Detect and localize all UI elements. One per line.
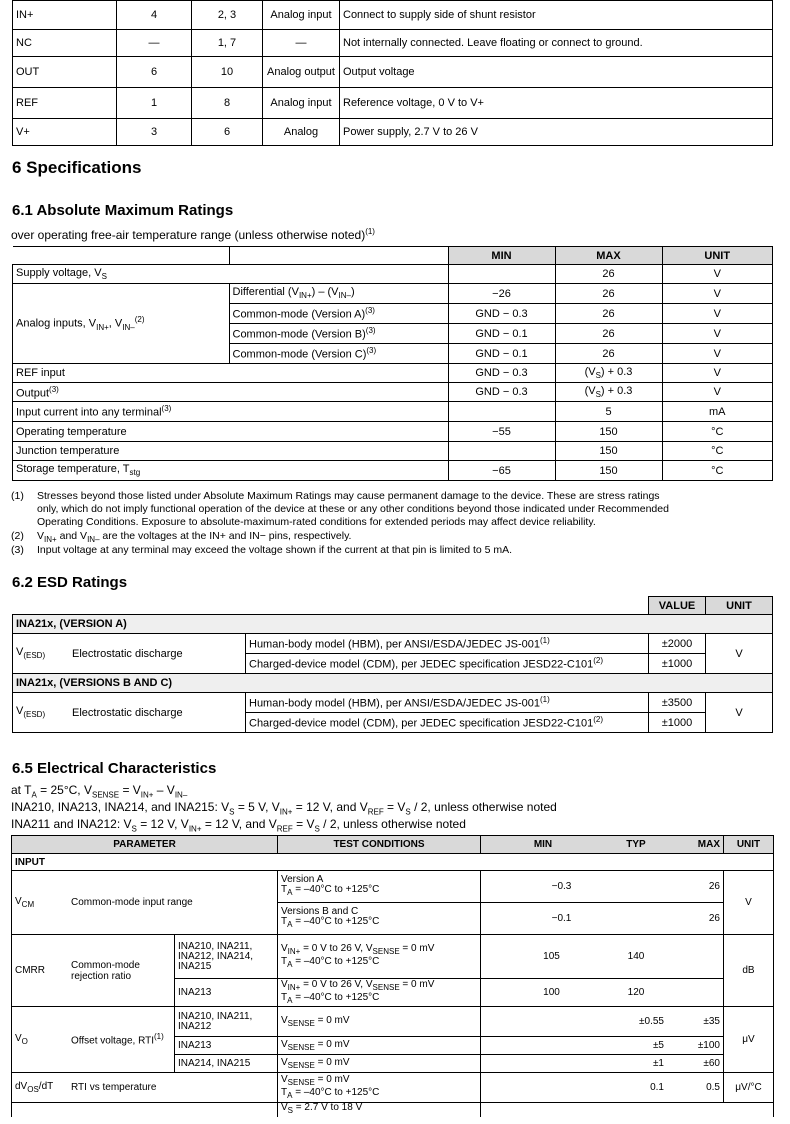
max-text: ) + 0.3 [600,384,633,397]
pin-number: 6 [117,57,192,88]
symbol: $dV_{OS}/dT$ [12,1073,69,1103]
symbol: CMRR [12,935,69,1007]
col-unit: UNIT [706,597,773,615]
sub: REF [276,824,293,834]
param-name: Offset voltage, RTI$^{(1)}$ [68,1007,175,1073]
sub: stg [129,468,141,478]
model [246,693,649,713]
pin-description: Power supply, 2.7 V to 26 V [340,119,773,146]
table-row [13,30,773,57]
group-label: INPUT [12,854,774,871]
sub: S [131,824,137,834]
footnote [11,490,660,503]
model-text: Charged-device model (CDM), per JEDEC specification JESD22-C101 [249,717,594,730]
pin-name: REF [13,88,117,119]
typ: ±5 [605,1037,667,1055]
col-typ: TYP [605,836,667,854]
conditions-line: INA211 and INA212: $V_S = 12$ V, $V_{IN+} = 12$ V, and $V_{REF} = V_S / 2$, unless otherwise noted [11,817,466,834]
footnote-text: only, which do not imply functional operation of the device at these or any other conditions beyond those indicated under Recommended [37,503,669,515]
sym-text: V [15,896,22,907]
blank [448,442,555,461]
value: ±1000 [649,654,706,674]
sub: IN+ [298,291,312,301]
min [481,1055,606,1073]
footnote-number: (3) [11,544,24,556]
footnote [11,503,669,516]
cond-text: $T_A = -40^\circ C$ to +125°C [281,916,380,929]
sub: A [31,790,37,800]
section-title: 6 Specifications [12,158,142,177]
sub: IN– [122,322,135,332]
condition [278,935,481,979]
min: −65 [448,461,555,481]
footnote-text: Operating Conditions. Exposure to absolute-maximum-rated conditions for extended periods may affect device reliability. [37,516,596,528]
typ [605,871,667,903]
min [481,1037,606,1055]
max: 26 [555,265,662,284]
footnote-number: (2) [11,530,24,542]
footnote [11,544,512,557]
sub: A [287,920,293,929]
device: INA213 [175,1037,278,1055]
footnote-ref: (1) [540,695,550,705]
table-row [12,1103,774,1117]
sub: IN+ [279,807,293,817]
condition: $V_{SENSE} = 0$ mV [278,1037,481,1055]
conditions-line: INA210, INA213, INA214, and INA215: $V_S = 5$ V, $V_{IN+} = 12$ V, and $V_{REF} = V_S / 2$, unless otherwise noted [11,800,557,817]
sym-text: V [16,646,24,659]
pin-description: Reference voltage, 0 V to V+ [340,88,773,119]
condition [229,304,448,324]
footnote: (2) $V_{IN+}$ and $V_{IN-}$ are the voltages at the IN+ and IN− pins, respectively. [11,530,352,545]
max: 26 [555,344,662,364]
min: GND − 0.3 [448,304,555,324]
sub: S [229,807,235,817]
device: INA210, INA211, INA212, INA214, INA215 [175,935,278,979]
pin-type: Analog output [263,57,340,88]
row-label: Junction temperature [13,442,449,461]
line-text: INA211 and INA212: V [11,817,132,831]
cond-text: Differential (V [232,286,299,299]
label-text: Input current into any terminal [16,406,162,419]
table-row [13,383,773,402]
max: 26 [555,304,662,324]
max: ±35 [667,1007,724,1037]
condition [278,1073,481,1103]
pin-type: Analog input [263,1,340,30]
row-label [13,402,449,422]
unit: °C [662,461,773,481]
footnote-text: Input voltage at any terminal may exceed the voltage shown if the current at that pin is limited to 5 mA. [37,544,513,556]
typ: ±0.55 [605,1007,667,1037]
label-text: Storage temperature, T [16,463,130,476]
table-row [13,442,773,461]
min: GND − 0.1 [448,324,555,344]
sub: REF [367,807,384,817]
sub: A [287,888,293,897]
unit: V [706,634,773,674]
table-row [12,1007,774,1037]
section-subtitle [11,227,375,242]
col-min: MIN [448,247,555,265]
table-row [12,935,774,979]
cond-text: $V_{IN+} = 0$ V to 26 V, $V_{SENSE} = 0$ mV [281,978,435,992]
condition [229,324,448,344]
max [555,364,662,383]
row-label [13,461,449,481]
sub: S [595,390,601,400]
footnote-ref: (2) [593,715,603,725]
max-text: ) + 0.3 [600,365,633,378]
section-title: 6.1 Absolute Maximum Ratings [12,202,234,219]
value: ±3500 [649,693,706,713]
max: 26 [555,284,662,304]
unit: V [706,693,773,733]
model [246,654,649,674]
table-row [13,634,773,654]
max: 150 [555,422,662,442]
footnote-ref: (3) [366,346,377,356]
pin-number: 1 [117,88,192,119]
unit: V [662,304,773,324]
condition [278,979,481,1007]
blank [12,1103,278,1117]
pin-name: IN+ [13,1,117,30]
sub: S [595,371,601,381]
min: GND − 0.3 [448,383,555,402]
param-name: Common-mode rejection ratio [68,935,175,1007]
sub: (ESD) [23,710,46,720]
symbol [12,871,69,935]
blank [448,402,555,422]
unit: °C [662,422,773,442]
cond-text: T [281,884,288,895]
device: INA210, INA211, INA212 [175,1007,278,1037]
unit: V [662,324,773,344]
pin-number: 1, 7 [192,30,263,57]
sub: O [21,1037,28,1046]
min: GND − 0.1 [448,344,555,364]
pin-number: 8 [192,88,263,119]
subtitle-text: over operating free-air temperature range (unless otherwise noted) [11,228,366,242]
sym-text: V [16,705,24,718]
pin-number: 10 [192,57,263,88]
cond-text: $T_A = -40^\circ C$ to +125°C [281,991,380,1005]
min: 100 [481,979,606,1007]
model-text: Charged-device model (CDM), per JEDEC specification JESD22-C101 [249,658,594,671]
footnote-ref: (3) [161,404,172,414]
min [481,1073,606,1103]
symbol [12,1007,69,1073]
footnote-number: (1) [11,490,24,502]
footnote-ref: (3) [49,384,59,394]
esd-table [12,596,773,733]
typ: ±1 [605,1055,667,1073]
table-header [13,247,773,265]
group-label: INA21x, (VERSION A) [13,615,773,634]
max: 5 [555,402,662,422]
blank [13,597,649,615]
sub: IN+ [188,824,202,834]
footnote-ref: (3) [365,326,376,336]
line-text: INA210, INA213, INA214, and INA215: V [11,800,230,814]
pin-name: OUT [13,57,117,88]
cond-text: Common-mode (Version B) [232,328,366,341]
footnote-ref: (3) [365,306,375,316]
ec-table [11,835,774,1117]
typ: 0.1 [605,1073,667,1103]
col-max: MAX [555,247,662,265]
pin-description: Connect to supply side of shunt resistor [340,1,773,30]
pin-name: V+ [13,119,117,146]
pin-type: Analog input [263,88,340,119]
col-unit: UNIT [662,247,773,265]
footnote-text: Stresses beyond those listed under Absolute Maximum Ratings may cause permanent damage to the device. These are stress ratings [37,490,660,502]
sub: SENSE [91,790,120,800]
cond-text: Versions B and C [281,906,359,917]
pin-type: Analog [263,119,340,146]
footnote-text: and V [59,530,88,542]
row-label: Operating temperature [13,422,449,442]
max: 26 [667,903,724,935]
blank [481,1103,774,1117]
model-text: Human-body model (HBM), per ANSI/ESDA/JEDEC JS-001 [249,697,540,710]
group-row [13,615,773,634]
table-row [13,88,773,119]
line-text: at T [11,783,32,797]
blank [448,265,555,284]
pin-description: Output voltage [340,57,773,88]
sub: IN– [87,535,100,545]
label-text: Output [16,387,50,400]
col-min: MIN [481,836,606,854]
symbol [13,693,70,733]
cond-text: $T_A = -40^\circ C$ to +125°C [281,955,380,969]
sub: CM [21,900,35,909]
min: GND − 0.3 [448,364,555,383]
model [246,713,649,733]
cond-text: $T_A = -40^\circ C$ to +125°C [281,884,380,897]
abs-max-table [12,246,773,481]
device: INA214, INA215 [175,1055,278,1073]
cond-text: 2.7 V to 18 V [304,1102,363,1114]
label-text: Analog inputs, V [16,317,97,330]
table-row [13,364,773,383]
sym-text: V [15,1033,22,1044]
table-row [13,1,773,30]
cond-text: Common-mode (Version A) [232,308,366,321]
cond-text: $T_A = -40^\circ C$ to +125°C [281,1086,380,1100]
unit: V [662,344,773,364]
max: ±60 [667,1055,724,1073]
min: −55 [448,422,555,442]
name-text: Offset voltage, RTI [71,1035,155,1047]
col-value: VALUE [649,597,706,615]
unit: V [662,364,773,383]
param-name: RTI vs temperature [68,1073,278,1103]
typ: 120 [605,979,667,1007]
blank [229,247,448,265]
group-row [12,854,774,871]
max: 0.5 [667,1073,724,1103]
unit: V [724,871,774,935]
col-unit: UNIT [724,836,774,854]
blank [13,247,230,265]
table-header [13,597,773,615]
sym-text: dV [15,1081,28,1092]
sub: (ESD) [23,651,46,661]
max: 26 [667,871,724,903]
condition: Differential $(V_{IN+}) - (V_{IN-})$ [229,284,448,304]
table-row [13,693,773,713]
pin-name: NC [13,30,117,57]
sub: IN+ [140,790,154,800]
row-label [13,265,449,284]
col-max: MAX [667,836,724,854]
table-row [13,284,773,304]
cond-text: Version A [281,874,324,885]
footnote [11,516,596,529]
row-label [13,383,449,402]
col-param: PARAMETER [12,836,278,854]
value: ±1000 [649,713,706,733]
unit: μV [724,1007,774,1073]
table-row [12,871,774,903]
max: ±100 [667,1037,724,1055]
min [481,1007,606,1037]
unit: μV/°C [724,1073,774,1103]
group-row [13,674,773,693]
condition [278,871,481,903]
max [667,935,724,979]
conditions-line: at $T_A = 25^\circ C$, $V_{SENSE} = V_{IN+} - V_{IN-}$ [11,783,188,800]
condition: $V_{SENSE} = 0$ mV [278,1055,481,1073]
unit: V [662,265,773,284]
min: 105 [481,935,606,979]
row-label: REF input [13,364,449,383]
min: −0.1 [481,903,606,935]
footnote-text: are the voltages at the IN+ and IN− pins, respectively. [99,530,352,542]
max-text: (V [584,365,596,378]
max [667,979,724,1007]
label-text: Supply voltage, V [16,266,102,279]
table-row [13,402,773,422]
section-title: 6.5 Electrical Characteristics [12,760,217,777]
unit: dB [724,935,774,1007]
max: 26 [555,324,662,344]
footnote-ref: (2) [593,656,603,666]
device: INA213 [175,979,278,1007]
model [246,634,649,654]
unit: mA [662,402,773,422]
condition: $V_S = 2.7$ V to 18 V [278,1103,481,1117]
table-row [13,461,773,481]
pin-type: — [263,30,340,57]
param-name: Common-mode input range [68,871,278,935]
cond-text: $V_{SENSE} = 0$ mV [281,1073,350,1087]
unit: °C [662,442,773,461]
pin-description: Not internally connected. Leave floating or connect to ground. [340,30,773,57]
cond-text: T [281,916,288,927]
sub: IN– [174,790,188,800]
model-text: Human-body model (HBM), per ANSI/ESDA/JEDEC JS-001 [249,638,540,651]
unit: V [662,284,773,304]
pin-number: 4 [117,1,192,30]
table-row [13,119,773,146]
footnote-ref: (2) [134,315,145,325]
value: ±2000 [649,634,706,654]
sub: S [314,824,320,834]
table-row [13,265,773,284]
condition [229,344,448,364]
pin-table [12,0,773,146]
min: −0.3 [481,871,606,903]
description: Electrostatic discharge [69,693,246,733]
row-label: Analog inputs, $V_{IN+}$, $V_{IN-}^{(2)}$ [13,284,230,364]
table-row [13,422,773,442]
typ [605,903,667,935]
max [555,383,662,402]
col-cond: TEST CONDITIONS [278,836,481,854]
footnote-ref: (1) [540,636,550,646]
pin-number: — [117,30,192,57]
sub: IN+ [44,535,57,545]
section-title: 6.2 ESD Ratings [12,574,128,591]
sub: IN+ [96,322,109,332]
pin-number: 3 [117,119,192,146]
sub: IN– [338,291,351,301]
max: 150 [555,442,662,461]
typ: 140 [605,935,667,979]
group-label: INA21x, (VERSIONS B AND C) [13,674,773,693]
table-row [12,1073,774,1103]
max-text: (V [584,384,596,397]
table-header [12,836,774,854]
pin-number: 2, 3 [192,1,263,30]
symbol [13,634,70,674]
max: 150 [555,461,662,481]
table-row [13,57,773,88]
condition [278,903,481,935]
pin-number: 6 [192,119,263,146]
footnote-ref: (1) [365,227,375,236]
condition: $V_{SENSE} = 0$ mV [278,1007,481,1037]
cond-text: $V_{IN+} = 0$ V to 26 V, $V_{SENSE} = 0$ mV [281,942,435,956]
sub: S [101,272,107,282]
description: Electrostatic discharge [69,634,246,674]
cond-text: Common-mode (Version C) [232,348,367,361]
unit: V [662,383,773,402]
sub: S [405,807,411,817]
min: −26 [448,284,555,304]
